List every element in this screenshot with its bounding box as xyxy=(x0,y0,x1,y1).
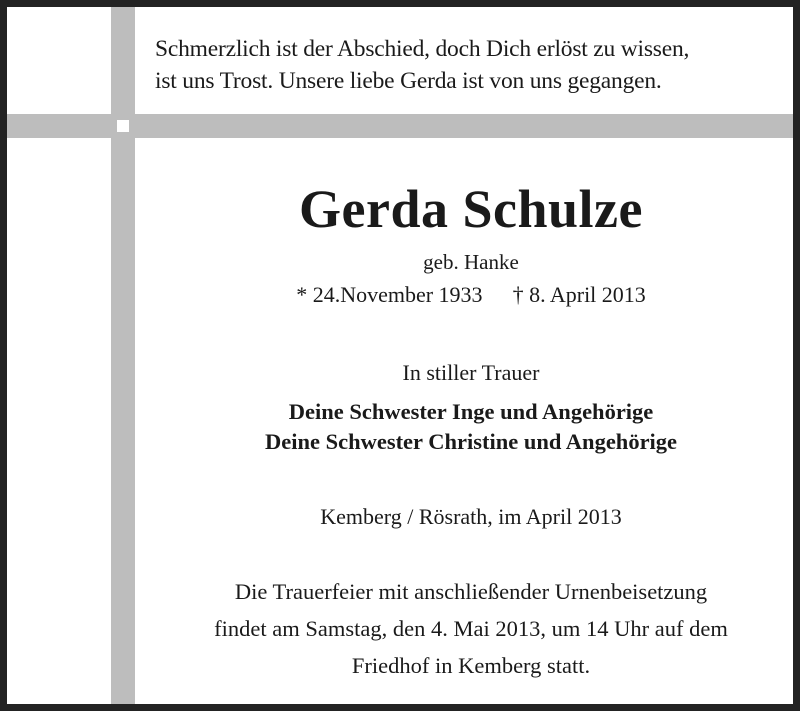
ceremony-info xyxy=(135,573,800,684)
relative-entry: Deine Schwester Inge und Angehörige xyxy=(288,399,654,424)
ceremony-line-1: Die Trauerfeier mit anschließender Urnenbeisetzung xyxy=(234,579,708,604)
place-date: Kemberg / Rösrath, im April 2013 xyxy=(320,504,622,529)
death-date: † 8. April 2013 xyxy=(512,282,646,307)
life-dates xyxy=(135,281,800,309)
ceremony-line-2: findet am Samstag, den 4. Mai 2013, um 14 Uhr auf dem xyxy=(214,616,728,641)
ceremony-line-3: Friedhof in Kemberg statt. xyxy=(351,653,591,678)
birth-name: geb. Hanke xyxy=(423,250,519,274)
cross-center xyxy=(111,114,135,138)
cross-vertical-bar xyxy=(111,7,135,704)
mourning-heading: In stiller Trauer xyxy=(402,360,540,385)
birth-date: * 24.November 1933 xyxy=(296,282,483,307)
intro-line-1: Schmerzlich ist der Abschied, doch Dich erlöst zu wissen, xyxy=(155,36,690,62)
deceased-name: Gerda Schulze xyxy=(299,179,643,239)
relative-entry: Deine Schwester Christine und Angehörige xyxy=(264,429,678,454)
intro-line-2: ist uns Trost. Unsere liebe Gerda ist von uns gegangen. xyxy=(155,68,662,94)
intro-verse xyxy=(155,33,785,97)
cross-center-square xyxy=(117,120,129,132)
relatives-list xyxy=(135,397,800,457)
